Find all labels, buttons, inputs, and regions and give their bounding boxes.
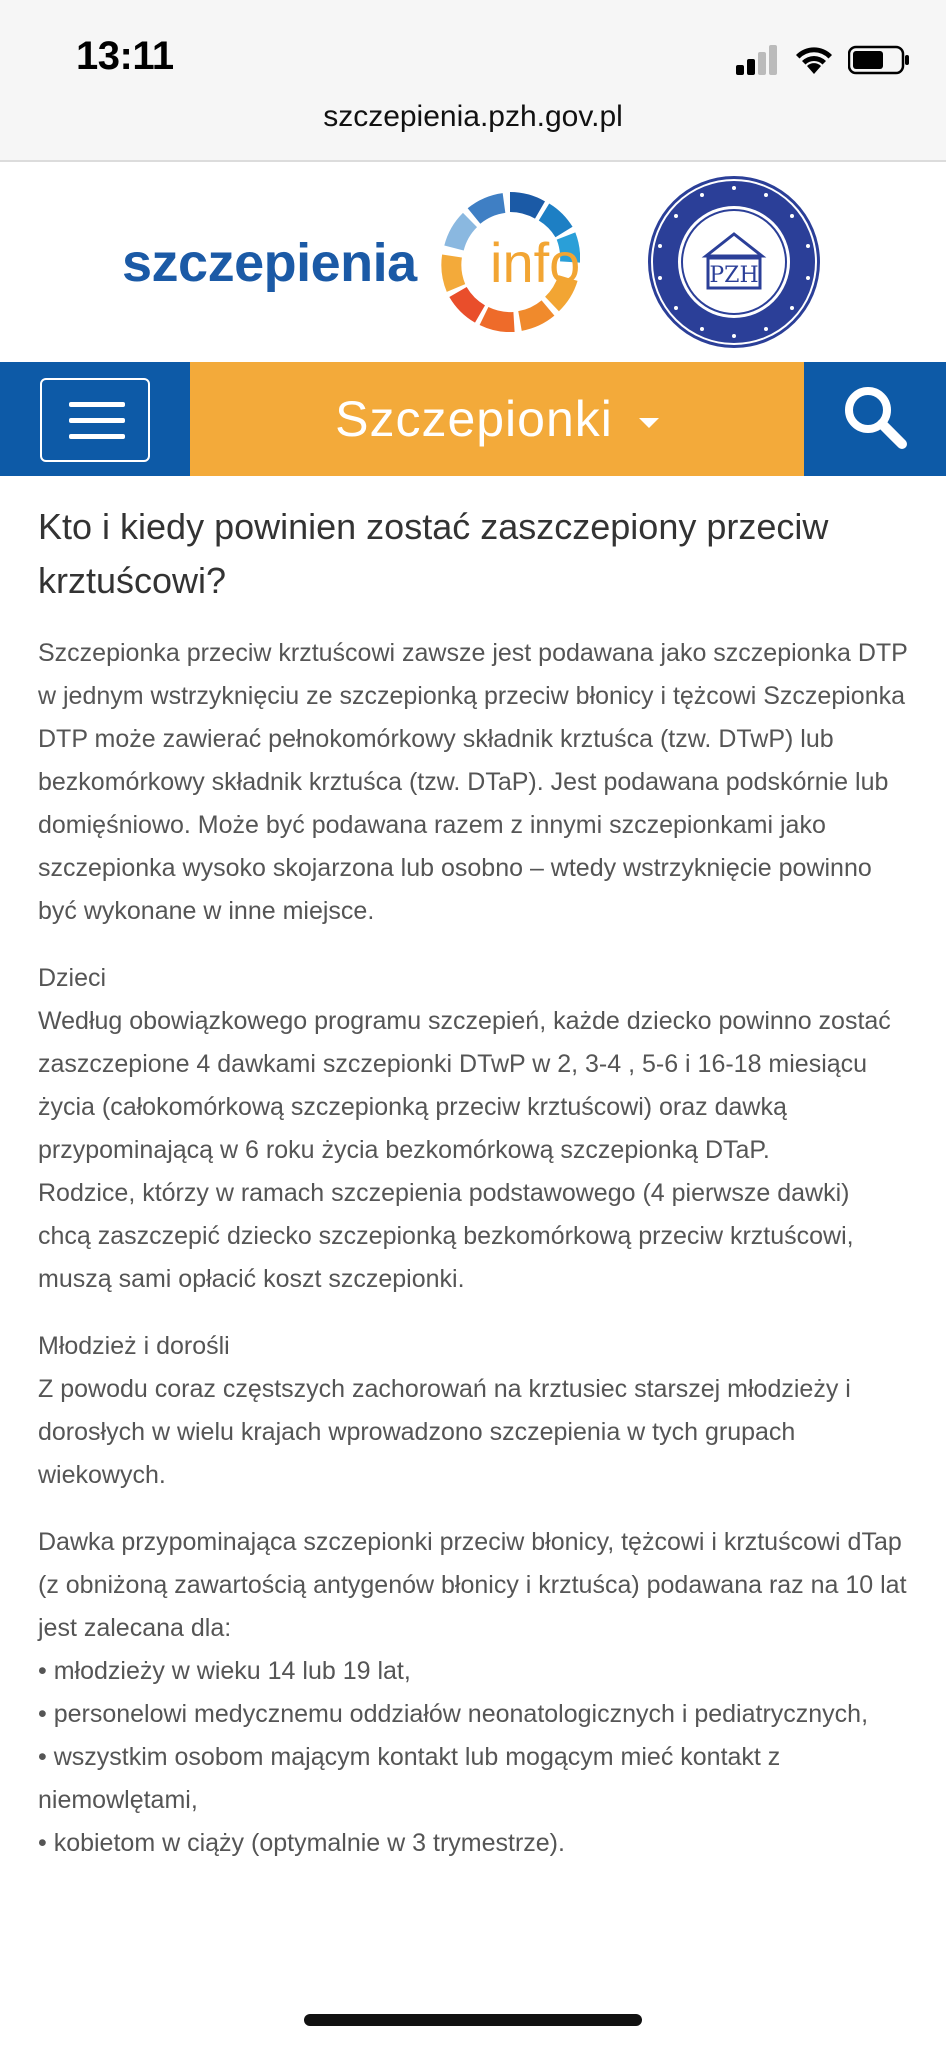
- youth-section: [38, 1325, 908, 1497]
- main-nav: [0, 362, 946, 476]
- pzh-seal-logo[interactable]: [646, 174, 822, 350]
- site-header: [0, 162, 946, 362]
- intro-text: Szczepionka przeciw krztuścowi zawsze jest podawana jako szczepionka DTP w jednym wstrzyknięciu ze szczepionką przeciw błonicy i tężcowi Szczepionka DTP może zawierać pełnokomórkowy składnik krztuśca (tzw. DTwP) lub bezkomórkowy składnik krztuśca (tzw. DTaP). Jest podawana podskórnie lub domięśniowo. Może być podawana razem z innymi szczepionkami jako szczepionka wysoko skojarzona lub osobno – wtedy wstrzyknięcie powinno być wykonane w inne miejsce.: [38, 639, 908, 925]
- list-item: • kobietom w ciąży (optymalnie w 3 trymestrze).: [38, 1829, 565, 1857]
- children-parents-text: Rodzice, którzy w ramach szczepienia podstawowego (4 pierwsze dawki) chcą zaszczepić dziecko szczepionką bezkomórkową przeciw krztuścowi, muszą sami opłacić koszt szczepionki.: [38, 1179, 854, 1293]
- site-logo-text[interactable]: szczepienia: [122, 233, 417, 293]
- section-dropdown-label: Szczepionki: [335, 391, 613, 447]
- battery-icon: [848, 45, 910, 75]
- section-dropdown[interactable]: [190, 362, 804, 476]
- list-item: • młodzieży w wieku 14 lub 19 lat,: [38, 1657, 411, 1685]
- article-content: [38, 500, 908, 1889]
- status-bar: [0, 0, 946, 160]
- children-section: [38, 957, 908, 1301]
- caret-down-icon: [639, 418, 659, 428]
- url-bar[interactable]: szczepienia.pzh.gov.pl: [323, 100, 623, 133]
- signal-icon: [736, 45, 780, 75]
- status-time: 13:11: [76, 34, 174, 78]
- children-text: Według obowiązkowego programu szczepień, każde dziecko powinno zostać zaszczepione 4 dawkami szczepionki DTwP w 2, 3-4 , 5-6 i 16-18 miesiącu życia (całokomórkową szczepionką przeciw krztuścowi) oraz dawką przypominającą w 6 roku życia bezkomórkową szczepionką DTaP.: [38, 1007, 891, 1164]
- pzh-seal-label: PZH: [709, 263, 759, 288]
- article-title: Kto i kiedy powinien zostać zaszczepiony przeciw krztuścowi?: [38, 506, 829, 601]
- menu-block: [0, 362, 190, 476]
- menu-button[interactable]: [40, 378, 150, 462]
- intro-paragraph: [38, 632, 908, 933]
- children-heading: Dzieci: [38, 964, 107, 992]
- booster-section: [38, 1521, 908, 1865]
- home-indicator[interactable]: [304, 2014, 642, 2026]
- youth-heading: Młodzież i dorośli: [38, 1332, 230, 1360]
- site-logo-accent[interactable]: info: [490, 231, 581, 294]
- youth-text: Z powodu coraz częstszych zachorowań na krztusiec starszej młodzieży i dorosłych w wielu krajach wprowadzono szczepienia w tych grupach wiekowych.: [38, 1375, 851, 1489]
- status-icons: [736, 40, 910, 80]
- booster-intro: Dawka przypominająca szczepionki przeciw błonicy, tężcowi i krztuścowi dTap (z obniżoną zawartością antygenów błonicy i krztuśca) podawana raz na 10 lat jest zalecana dla:: [38, 1528, 907, 1642]
- list-item: • wszystkim osobom mającym kontakt lub mogącym mieć kontakt z niemowlętami,: [38, 1743, 781, 1814]
- list-item: • personelowi medycznemu oddziałów neonatologicznych i pediatrycznych,: [38, 1700, 869, 1728]
- search-button[interactable]: [804, 362, 946, 476]
- search-icon: [842, 384, 908, 450]
- wifi-icon: [794, 45, 834, 75]
